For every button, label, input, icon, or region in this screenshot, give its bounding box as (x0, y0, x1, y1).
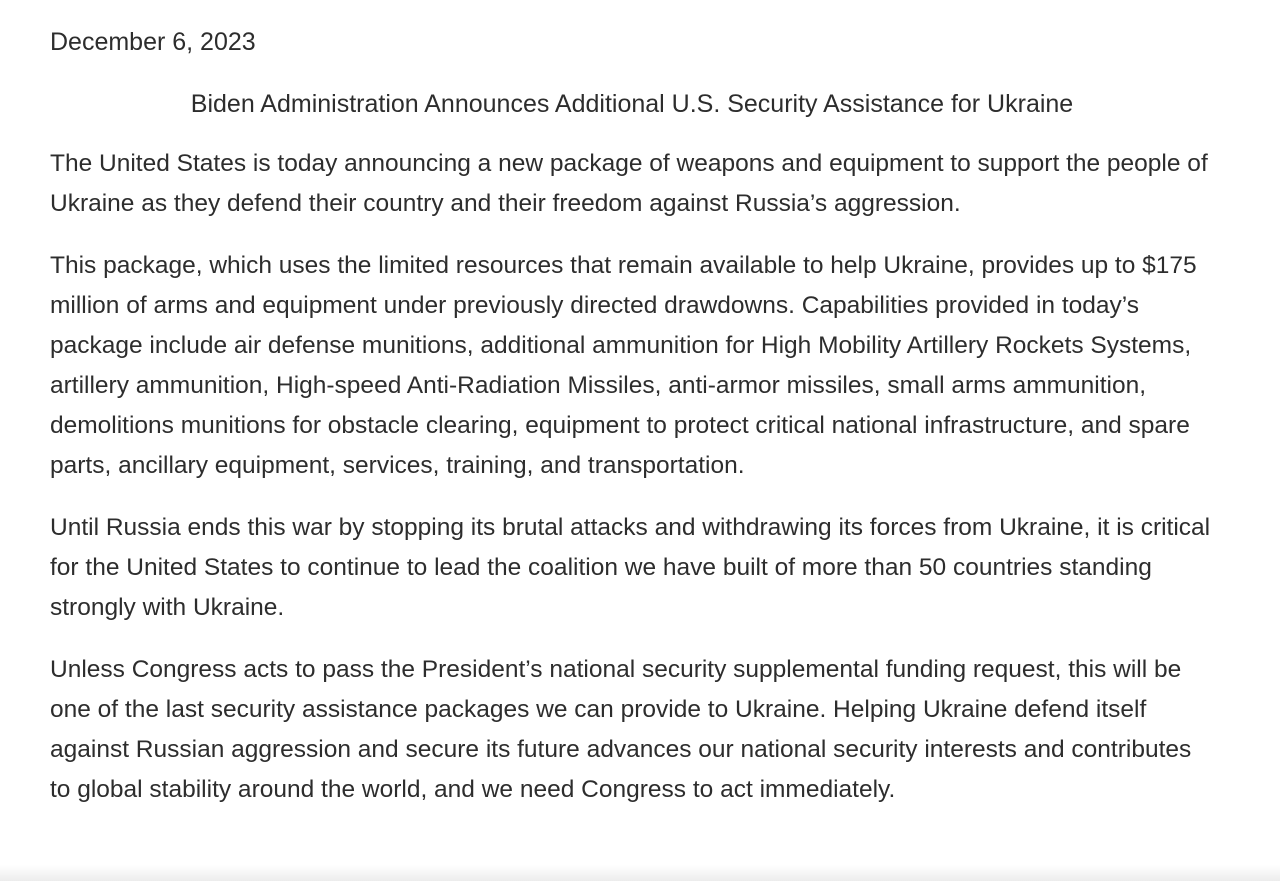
paragraph-announcement: The United States is today announcing a new package of weapons and equipment to support the people of Ukraine as they defend their country and their freedom against Russia’s aggression. (50, 150, 1208, 217)
paragraph-coalition: Until Russia ends this war by stopping its brutal attacks and withdrawing its forces from Ukraine, it is critical for the United States to continue to lead the coalition we have built of more than 50 countries standing strongly with Ukraine. (50, 514, 1211, 621)
paragraph-package-details: This package, which uses the limited resources that remain available to help Ukraine, provides up to $175 million of arms and equipment under previously directed drawdowns. Capabilities provided in today’s package include air defense munitions, additional ammunition for High Mobility Artillery Rockets Systems, artillery ammunition, High-speed Anti-Radiation Missiles, anti-armor missiles, small arms ammunition, demolitions munitions for obstacle clearing, equipment to protect critical national infrastructure, and spare parts, ancillary equipment, services, training, and transportation. (50, 252, 1197, 479)
paragraph-congress-call: Unless Congress acts to pass the President’s national security supplemental funding request, this will be one of the last security assistance packages we can provide to Ukraine. Helping Ukraine defend itself against Russian aggression and secure its future advances our national security interests and contributes to global stability around the world, and we need Congress to act immediately. (50, 656, 1192, 803)
document-date: December 6, 2023 (50, 28, 256, 56)
bottom-fade-gradient (0, 865, 1280, 881)
document-title: Biden Administration Announces Additional U.S. Security Assistance for Ukraine (190, 90, 1074, 118)
